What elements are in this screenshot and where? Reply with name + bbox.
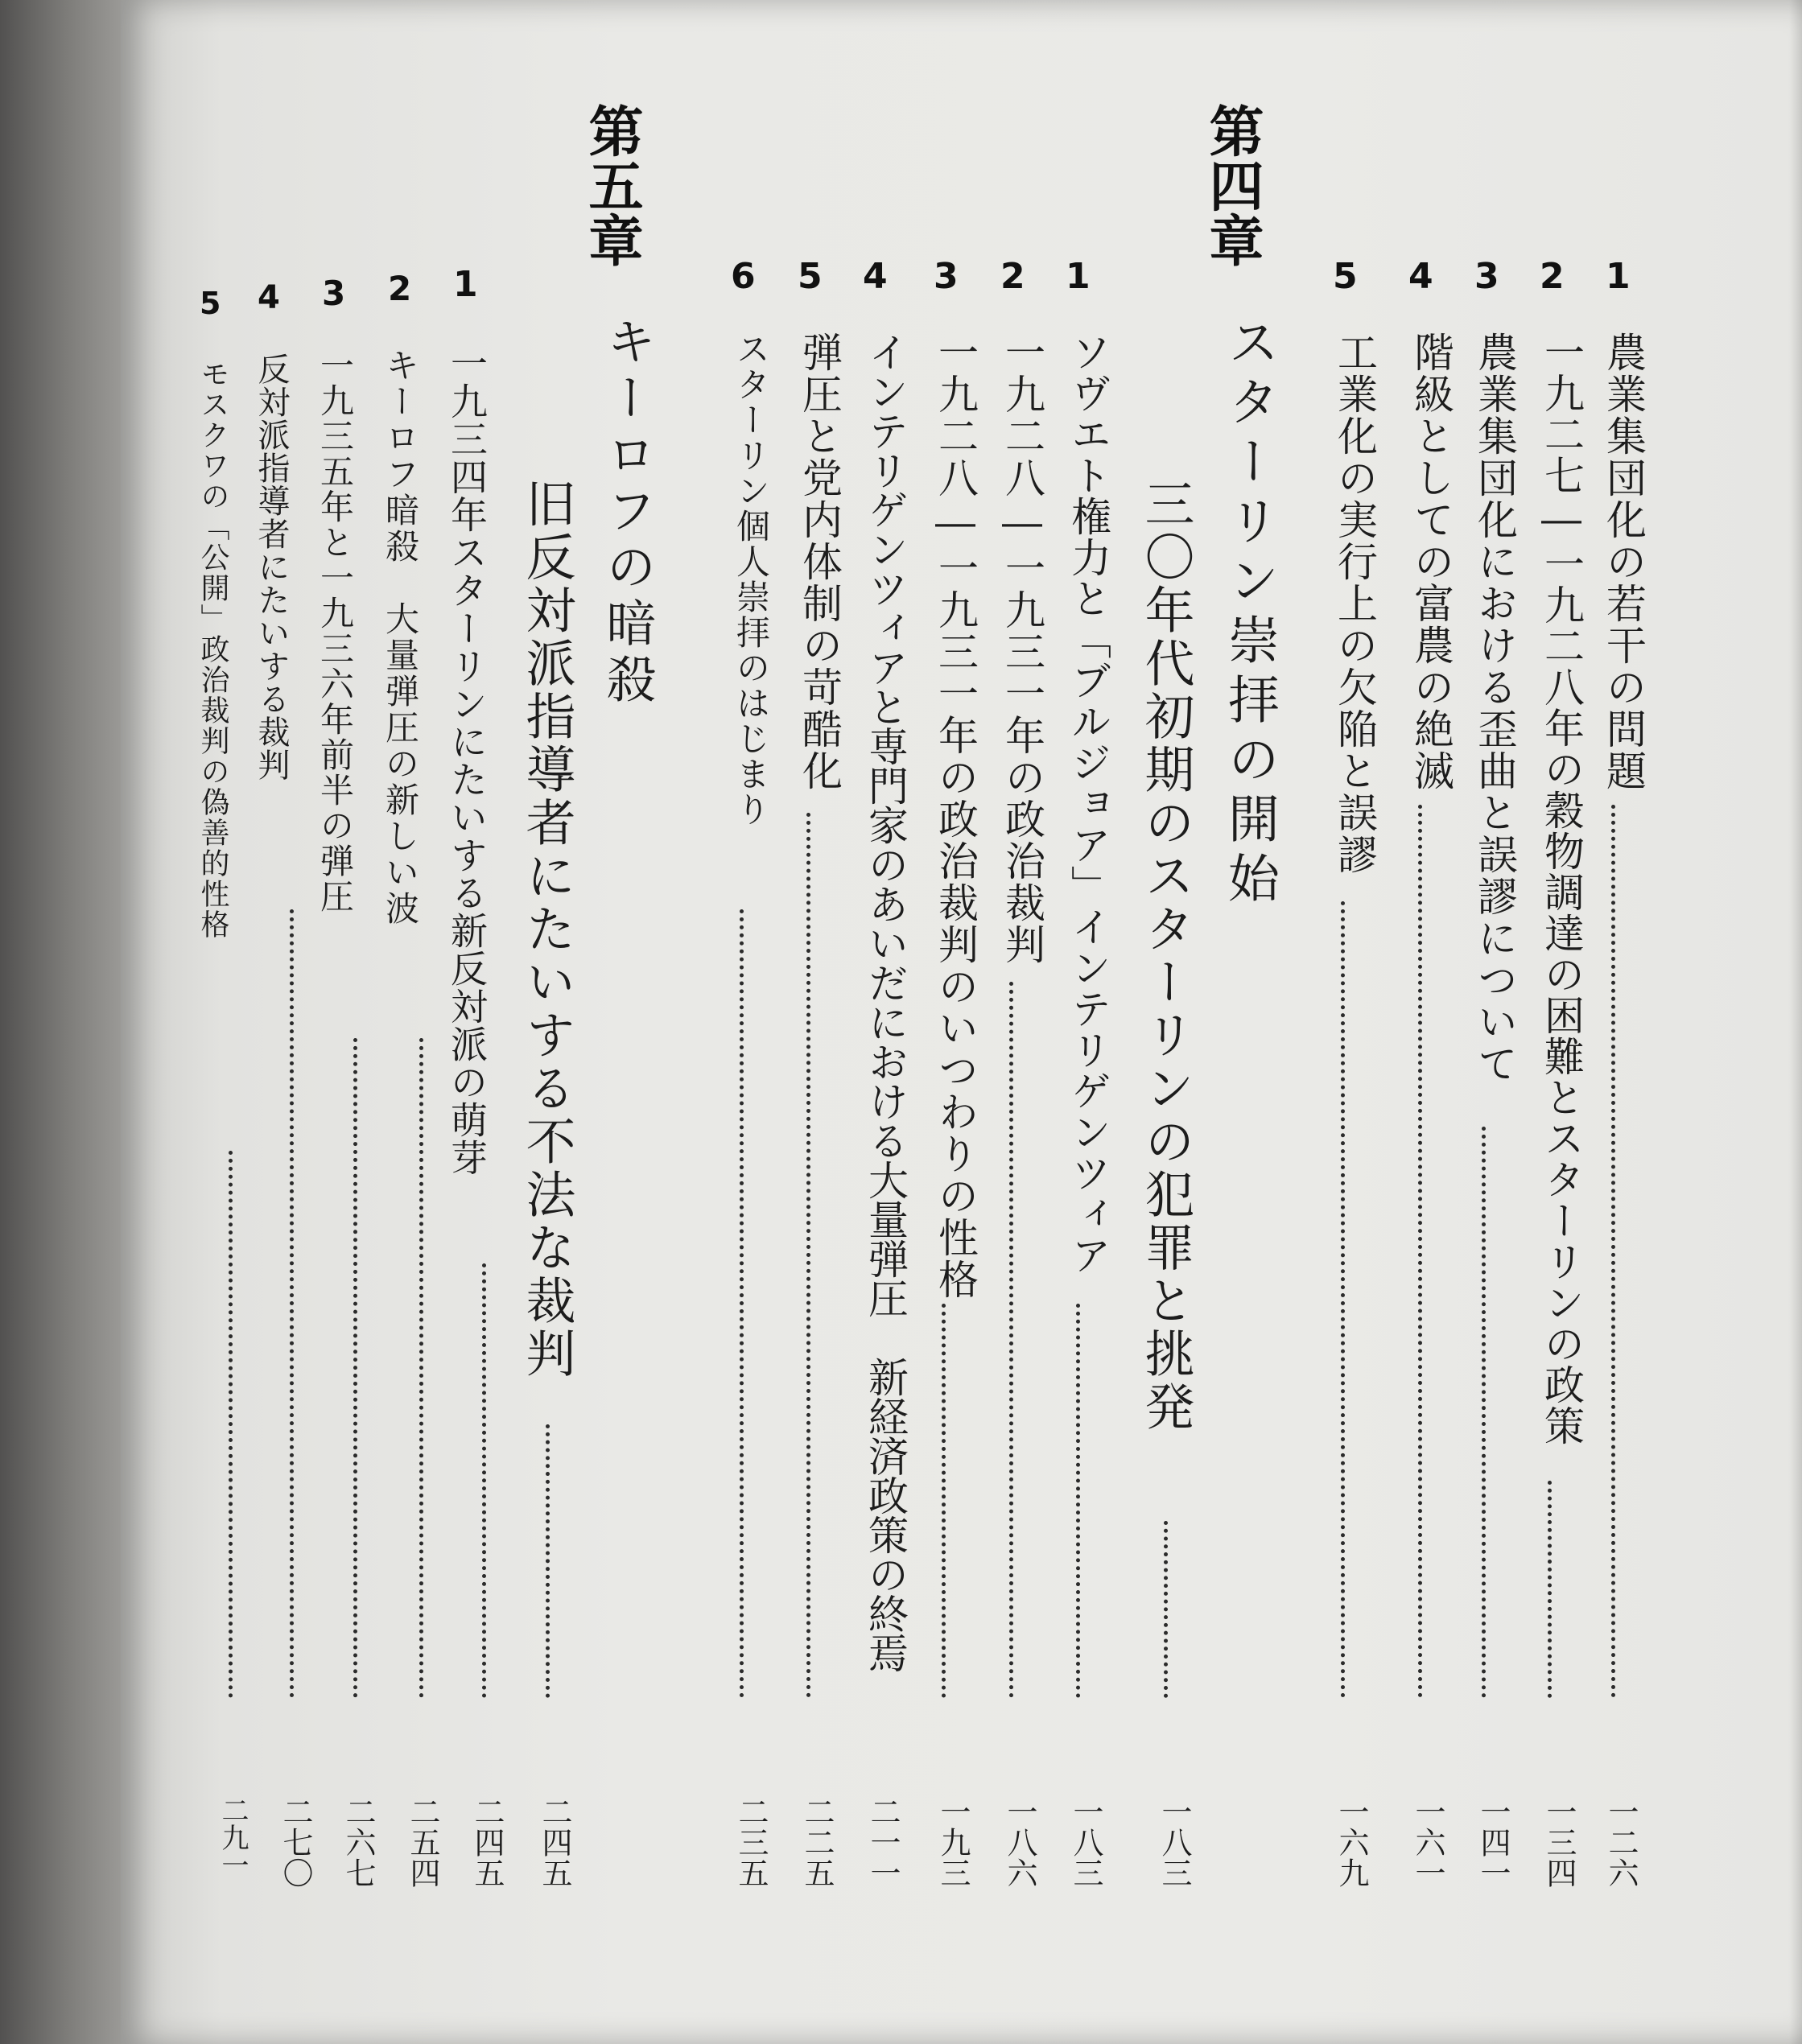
section-title: 一九三四年スターリンにたいする新反対派の萌芽 [445, 344, 489, 1177]
toc-page [121, 0, 1802, 2044]
section-title: 工業化の実行上の欠陥と誤謬 [1331, 332, 1378, 876]
section-title: 弾圧と党内体制の苛酷化 [796, 332, 843, 792]
section-title: 反対派指導者にたいする裁判 [253, 352, 290, 781]
section-title: 一九二七―一九二八年の穀物調達の困難とスターリンの政策 [1538, 332, 1585, 1446]
leader-dots [1482, 1127, 1486, 1698]
part-title: 旧反対派指導者にたいする不法な裁判 [518, 478, 576, 1381]
section-number: 1 [1606, 256, 1631, 297]
section-number: 1 [1066, 256, 1091, 297]
page-number: 一六九 [1334, 1796, 1369, 1888]
leader-dots [1418, 805, 1422, 1698]
section-number: 2 [1000, 256, 1025, 297]
page-number: 二一一 [865, 1796, 901, 1888]
page-number: 一三四 [1541, 1796, 1577, 1888]
section-title: インテリゲンツィアと専門家のあいだにおける大量弾圧 新経済政策の終焉 [862, 332, 909, 1672]
section-title: 一九三五年と一九三六年前半の弾圧 [315, 348, 355, 914]
section-number: 4 [1408, 256, 1433, 297]
page-edge-shadow [1789, 0, 1802, 2044]
chapter4-title: スターリン崇拝の開始 [1219, 315, 1279, 911]
section-number: 6 [731, 256, 756, 297]
page-number: 二三五 [733, 1796, 769, 1888]
section-number: 5 [200, 286, 221, 321]
page-number: 一八三 [1068, 1796, 1103, 1888]
section-number: 3 [322, 274, 346, 313]
section-number: 5 [1333, 256, 1358, 297]
page-number: 二四五 [537, 1796, 572, 1888]
leader-dots [1341, 901, 1345, 1698]
page-number: 二七〇 [278, 1796, 313, 1888]
leader-dots [353, 1038, 357, 1698]
page-number: 一八六 [1002, 1796, 1037, 1888]
page-number: 一四一 [1475, 1796, 1511, 1888]
section-title: ソヴエト権力と「ブルジョア」インテリゲンツィア [1065, 332, 1111, 1275]
section-title: キーロフ暗殺 大量弾圧の新しい波 [381, 348, 420, 927]
section-title: 階級としての富農の絶滅 [1408, 332, 1454, 792]
part-title: 三〇年代初期のスターリンの犯罪と挑発 [1136, 478, 1195, 1434]
section-number: 2 [1540, 256, 1565, 297]
page-number: 二二五 [799, 1796, 835, 1888]
leader-dots [740, 909, 744, 1698]
leader-dots [290, 909, 294, 1698]
page-number: 二五四 [405, 1796, 440, 1888]
section-number: 5 [798, 256, 823, 297]
leader-dots [546, 1424, 550, 1698]
leader-dots [942, 1304, 946, 1698]
page-number: 一二六 [1603, 1796, 1639, 1888]
leader-dots [482, 1263, 486, 1698]
leader-dots [229, 1151, 233, 1698]
leader-dots [1548, 1481, 1552, 1698]
leader-dots [1611, 805, 1615, 1698]
page-number: 二九一 [216, 1796, 249, 1878]
section-title: モスクワの「公開」政治裁判の偽善的性格 [196, 359, 229, 940]
adjacent-page-edge [0, 0, 121, 2044]
section-number: 1 [453, 264, 478, 305]
chapter5-heading: 第五章 [579, 103, 644, 267]
section-title: 一九二八―一九三一年の政治裁判 [999, 332, 1045, 966]
leader-dots [419, 1038, 423, 1698]
section-number: 2 [388, 269, 412, 308]
section-title: 農業集団化の若干の問題 [1600, 332, 1647, 792]
section-number: 3 [934, 256, 959, 297]
leader-dots [806, 813, 810, 1698]
section-title: 農業集団化における歪曲と誤謬について [1471, 332, 1518, 1085]
chapter5-title: キーロフの暗殺 [598, 315, 657, 710]
leader-dots [1076, 1304, 1080, 1698]
leader-dots [1164, 1521, 1168, 1698]
leader-dots [1009, 982, 1013, 1698]
section-number: 3 [1474, 256, 1499, 297]
page-number: 二四五 [469, 1796, 505, 1888]
page-number: 一九三 [935, 1796, 971, 1888]
page-number: 二六七 [340, 1796, 376, 1888]
section-number: 4 [863, 256, 888, 297]
page-number: 一八三 [1157, 1796, 1192, 1888]
page-number: 一六一 [1410, 1796, 1445, 1888]
section-number: 4 [258, 279, 280, 316]
chapter4-heading: 第四章 [1200, 103, 1264, 267]
section-title: スターリン個人崇拝のはじまり [732, 332, 771, 827]
section-title: 一九二八―一九三一年の政治裁判のいつわりの性格 [932, 332, 979, 1300]
